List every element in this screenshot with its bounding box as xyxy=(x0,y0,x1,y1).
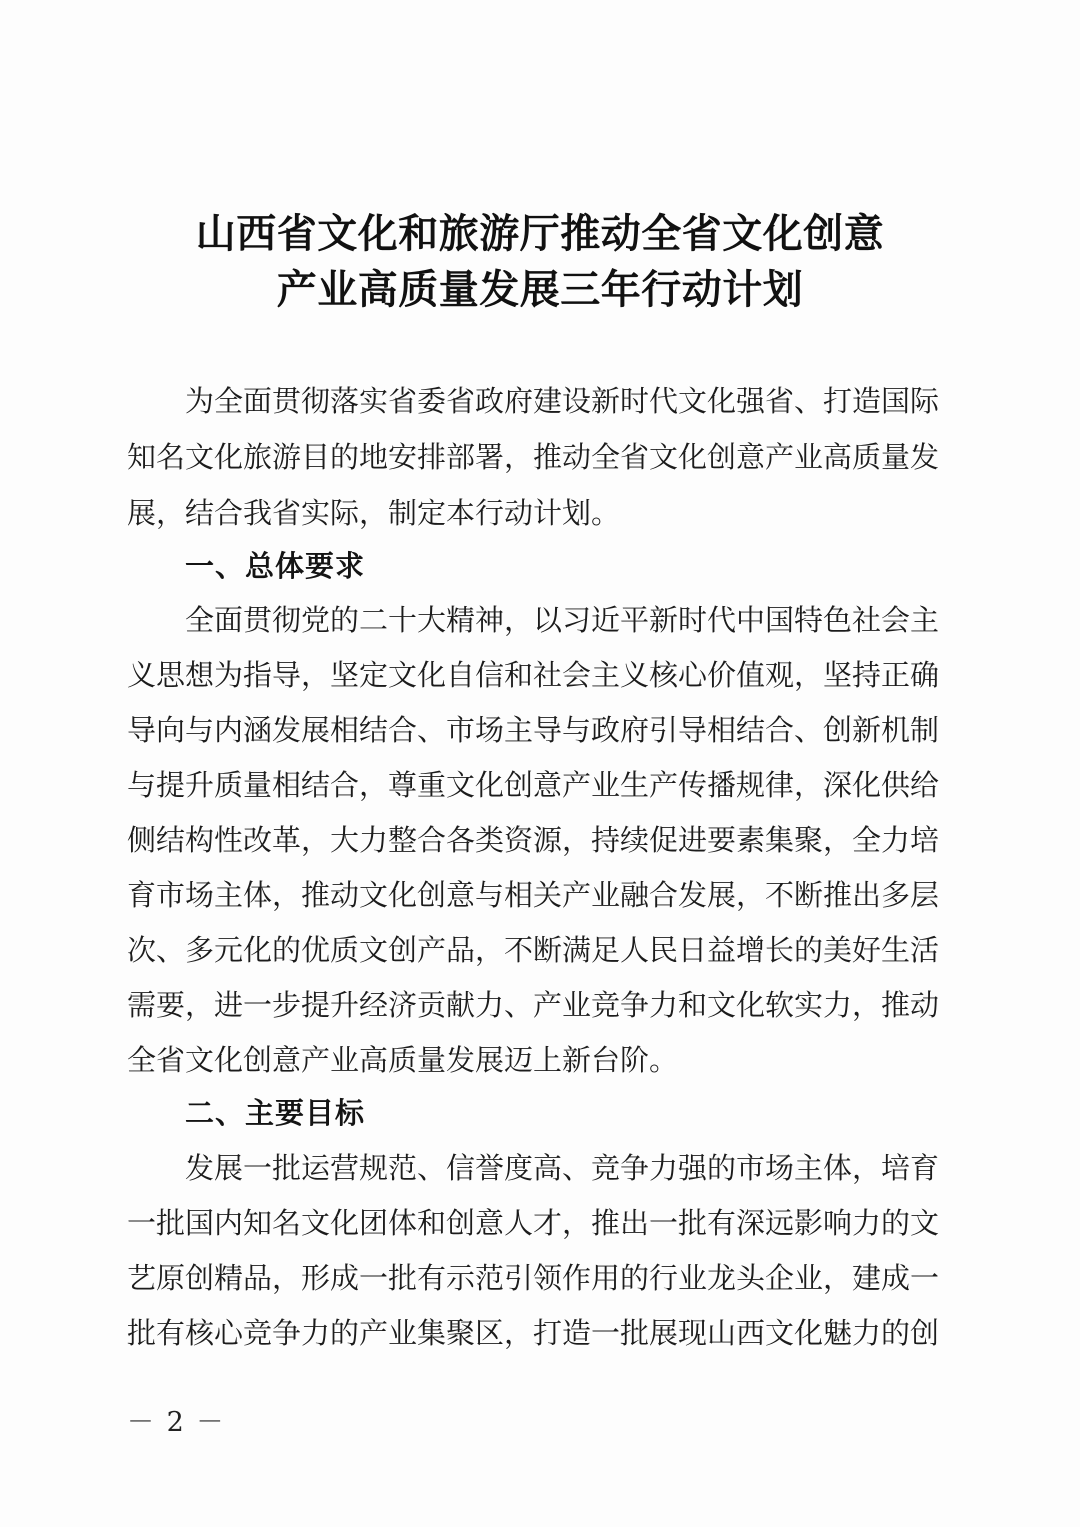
intro-line: 展，结合我省实际，制定本行动计划。 xyxy=(127,496,621,530)
document-title-line-2: 产业高质量发展三年行动计划 xyxy=(276,266,804,313)
section-heading-main-goals: 二、主要目标 xyxy=(185,1096,366,1130)
intro-line: 为全面贯彻落实省委省政府建设新时代文化强省、打造国际 xyxy=(185,384,940,418)
section2-line: 艺原创精品，形成一批有示范引领作用的行业龙头企业，建成一 xyxy=(127,1261,940,1295)
section-heading-overall-requirements: 一、总体要求 xyxy=(185,549,366,583)
section2-line: 一批国内知名文化团体和创意人才，推出一批有深远影响力的文 xyxy=(127,1206,940,1240)
section1-line: 育市场主体，推动文化创意与相关产业融合发展，不断推出多层 xyxy=(127,878,940,912)
page-number: － 2 － xyxy=(127,1407,226,1438)
section1-line: 需要，进一步提升经济贡献力、产业竞争力和文化软实力，推动 xyxy=(127,988,940,1022)
section2-line: 批有核心竞争力的产业集聚区，打造一批展现山西文化魅力的创 xyxy=(127,1316,940,1350)
section1-line: 与提升质量相结合，尊重文化创意产业生产传播规律，深化供给 xyxy=(127,768,940,802)
document-title-line-1: 山西省文化和旅游厅推动全省文化创意 xyxy=(195,210,885,257)
section1-line: 全省文化创意产业高质量发展迈上新台阶。 xyxy=(127,1043,679,1077)
section1-line: 侧结构性改革，大力整合各类资源，持续促进要素集聚，全力培 xyxy=(127,823,940,857)
section1-line: 导向与内涵发展相结合、市场主导与政府引导相结合、创新机制 xyxy=(127,713,940,747)
section2-line: 发展一批运营规范、信誉度高、竞争力强的市场主体，培育 xyxy=(185,1151,940,1185)
section1-line: 次、多元化的优质文创产品，不断满足人民日益增长的美好生活 xyxy=(127,933,940,967)
section1-line: 义思想为指导，坚定文化自信和社会主义核心价值观，坚持正确 xyxy=(127,658,940,692)
intro-line: 知名文化旅游目的地安排部署，推动全省文化创意产业高质量发 xyxy=(127,440,940,474)
section1-line: 全面贯彻党的二十大精神，以习近平新时代中国特色社会主 xyxy=(185,603,940,637)
